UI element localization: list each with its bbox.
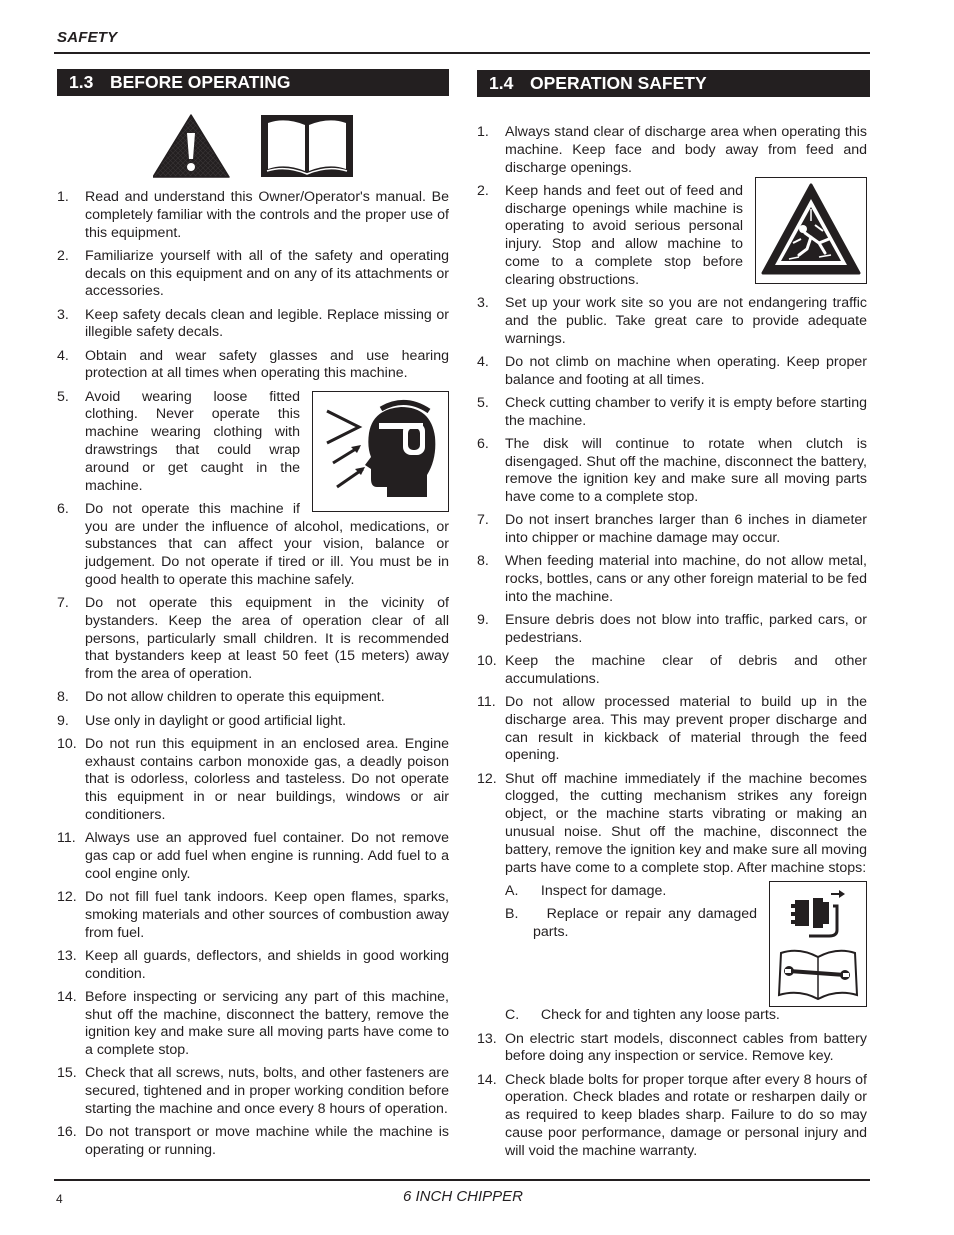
list-item: 12. Shut off machine immediately if the machine becomes clogged, the cutting mechanism strikes any foreign object, or the machine starts vibrating or making an unusual noise. Shut off the machine, disconnect the battery, remove the ignition key and make sure all moving parts have come to a complete stop. After machine stops: A. Inspect for damage. B. Replace or repair any damaged parts. C. Check for and tighten any loose parts. [477, 770, 867, 1024]
bottom-rule [54, 1179, 870, 1181]
section-heading-before-operating [57, 69, 449, 96]
list-item: 10. Keep the machine clear of debris and other accumulations. [477, 653, 867, 687]
sub-list-item: A. Inspect for damage. [505, 882, 667, 899]
list-item: 12. Do not fill fuel tank indoors. Keep open flames, sparks, smoking materials and other sources of combustion away from fuel. [57, 888, 449, 941]
list-item: 4. Obtain and wear safety glasses and use hearing protection at all times when operating this machine. [57, 347, 449, 382]
list-item: 13. Keep all guards, deflectors, and shields in good working condition. [57, 947, 449, 982]
top-rule [54, 52, 870, 54]
list-item: 11. Do not allow processed material to build up in the discharge area. This may prevent proper discharge and can result in kickback of material through the feed opening. [477, 694, 867, 764]
sub-list-item: B. Replace or repair any damaged parts. [505, 906, 757, 940]
list-item: 13. On electric start models, disconnect cables from battery before doing any inspection or service. Remove key. [477, 1030, 867, 1065]
before-operating-list [57, 189, 449, 1165]
list-item: 8. When feeding material into machine, do not allow metal, rocks, bottles, cans or any other foreign material to be fed into the machine. [477, 553, 867, 605]
page-number: 4 [56, 1192, 63, 1206]
list-item: 5. Avoid wearing loose fitted clothing. Never operate this machine wearing clothing with drawstrings that could wrap around or get caught in the machine. [57, 389, 449, 496]
warning-and-manual-icons [153, 113, 355, 179]
list-item: 14. Check blade bolts for proper torque after every 8 hours of operation. Check blades and rotate or resharpen daily or as required to keep blades sharp. Failure to do so may cause poor performance, damage or personal injury and will void the machine warranty. [477, 1071, 867, 1159]
footer-doc-title: 6 INCH CHIPPER [402, 1188, 524, 1205]
list-item: 11. Always use an approved fuel container. Do not remove gas cap or add fuel when engine is running. Add fuel to a cool engine only. [57, 830, 449, 882]
list-item: 1. Always stand clear of discharge area when operating this machine. Keep face and body away from feed and discharge openings. [477, 124, 867, 176]
wrench-manual-icon [775, 945, 861, 1003]
list-item: 1. Read and understand this Owner/Operator's manual. Be completely familiar with the controls and the proper use of this equipment. [57, 189, 449, 241]
section-title: OPERATION SAFETY [530, 73, 707, 93]
section-number: 1.3 [69, 72, 94, 92]
list-item: 3. Keep safety decals clean and legible. Replace missing or illegible safety decals. [57, 306, 449, 341]
list-item: 16. Do not transport or move machine while the machine is operating or running. [57, 1124, 449, 1158]
list-item: 2. Familiarize yourself with all of the safety and operating decals on this equipment and on any of its attachments or accessories. [57, 247, 449, 300]
list-item: 15. Check that all screws, nuts, bolts, and other fasteners are secured, tightened and in proper working condition before starting the machine and once every 8 hours of operation. [57, 1065, 449, 1117]
operation-safety-list [477, 124, 867, 1166]
list-item: 7. Do not operate this equipment in the vicinity of bystanders. Keep the area of operation clear of all persons, particularly small children. It is recommended that bystanders keep at least 50 feet (15 meters) away from the area of operation. [57, 595, 449, 683]
sub-list-item: C. Check for and tighten any loose parts. [505, 1007, 780, 1024]
section-title: BEFORE OPERATING [110, 72, 291, 92]
list-item: 9. Use only in daylight or good artificial light. [57, 712, 347, 729]
list-item: 14. Before inspecting or servicing any part of this machine, shut off the machine, disconnect the battery, remove the ignition key and make sure all moving parts have come to a complete stop. [57, 988, 449, 1059]
list-item: 7. Do not insert branches larger than 6 inches in diameter into chipper or machine damage may occur. [477, 512, 867, 547]
eye-ear-protection-icon [312, 391, 449, 512]
read-manual-book-icon [261, 115, 353, 177]
list-item: 4. Do not climb on machine when operating. Keep proper balance and footing at all times. [477, 353, 867, 388]
list-item: 6. The disk will continue to rotate when clutch is disengaged. Shut off the machine, disconnect the battery, remove the ignition key and make sure all moving parts have come to a complete stop. [477, 435, 867, 506]
list-item: 3. Set up your work site so you are not endangering traffic and the public. Take great care to provide adequate warnings. [477, 294, 867, 347]
warning-triangle-icon [153, 115, 229, 177]
list-item: 2. Keep hands and feet out of feed and discharge openings while machine is operating to avoid serious personal injury. Stop and allow machine to come to a complete stop before clearing obstructions. [477, 183, 867, 290]
list-item: 9. Ensure debris does not blow into traffic, parked cars, or pedestrians. [477, 612, 867, 646]
list-item: 6. Do not operate this machine if you are under the influence of alcohol, medications, or substances that can affect your vision, balance or judgement. Do not operate if tired or ill. You must be in good health to operate this machine safely. [57, 500, 449, 588]
list-item: 5. Check cutting chamber to verify it is empty before starting the machine. [477, 394, 867, 429]
section-number: 1.4 [489, 73, 514, 93]
list-item: 8. Do not allow children to operate this equipment. [57, 689, 385, 706]
section-heading-operation-safety [477, 70, 870, 97]
running-title: SAFETY [57, 29, 118, 46]
hand-entanglement-warning-icon [755, 177, 867, 284]
list-item: 10. Do not run this equipment in an enclosed area. Engine exhaust contains carbon monoxide gas, a deadly poison that is odorless, colorless and tasteless. Do not operate this equipment in or near buildings, windows or air conditioners. [57, 735, 449, 824]
